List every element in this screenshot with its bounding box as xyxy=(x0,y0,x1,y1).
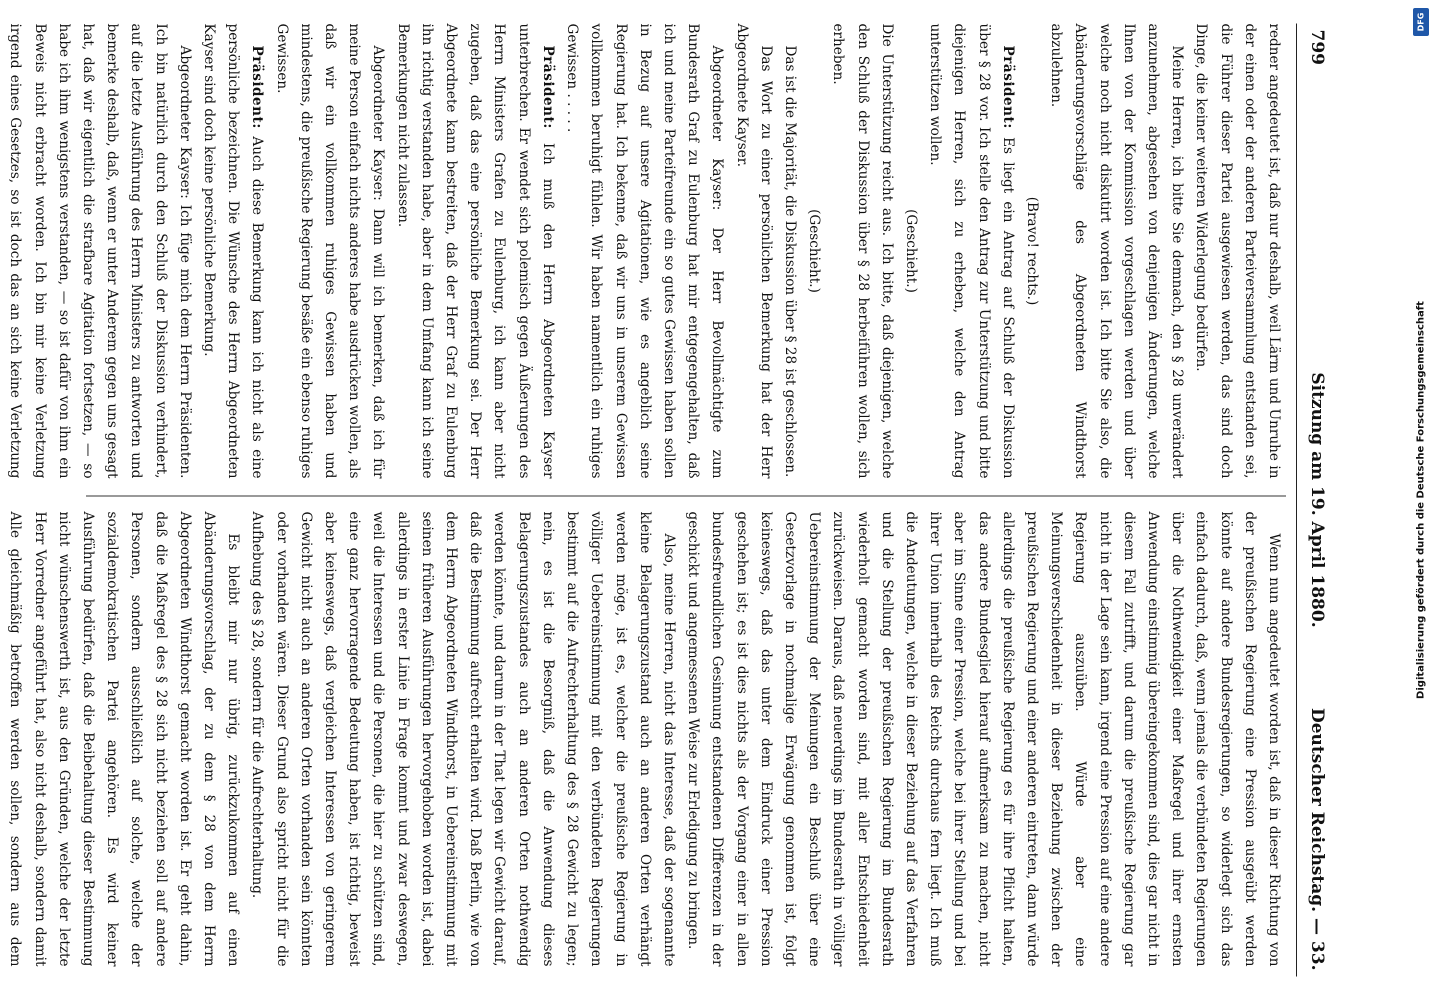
right-text-column xyxy=(7,23,1286,479)
right-paragraph xyxy=(899,24,923,479)
right-paragraph xyxy=(778,24,802,479)
text-columns xyxy=(7,23,1286,977)
digitization-sidebar xyxy=(1413,40,1429,960)
dfg-logo: DFG xyxy=(1413,8,1429,36)
paragraph-text: redner angedeutet ist, daß nur deshalb, weil Lärm und Unruhe in der einen oder der anderen Parteiversammlung entstanden sei, die Führer dieser Partei ausgewiesen werden, das sind doch Dinge, die keiner weiteren Widerlegung bedürfen. xyxy=(1193,23,1282,479)
paragraph-text: Meine Herren, ich bitte Sie demnach, den § 28 unverändert anzunehmen, abgesehen von denjenigen Änderungen, welche Ihnen von der Kommission vorgeschlagen werden und über welche noch nicht diskutirt worden ist. Ich bitte Sie also, die Abänderungsvorschläge des Abgeordneten Windthorst abzulehnen. xyxy=(1048,23,1186,479)
paragraph-text: (Geschieht.) xyxy=(806,209,823,293)
publication-title: Deutscher Reichstag. — 33. xyxy=(1307,707,1327,971)
running-head xyxy=(1296,24,1337,977)
right-paragraph xyxy=(729,24,777,479)
right-paragraph xyxy=(560,24,729,479)
paragraph-text: Abgeordneter Kayser: Ich füge mich dem Herrn Präsidenten. Ich bin natürlich durch den Schluß der Diskussion verhindert, auf die letzte Ausführung des Herrn Ministers zu antworten und bemerke deshalb, daß, wenn er unter Anderem gegen uns gesagt hat, daß wir eigentlich die strafbare Agitation fortsetzen, — so habe ich ihm wenigstens verstanden, — so ist dafür von ihm ein Beweis nicht erbracht worden. Ich bin mir keine Verletzung irgend eines Gesetzes, so ist doch das an sich keine Verletzung xyxy=(7,23,193,479)
right-paragraph xyxy=(1044,24,1189,479)
paragraph-text: Das ist die Majorität, die Diskussion über § 28 ist geschlossen. xyxy=(781,45,798,478)
right-paragraph xyxy=(0,24,197,479)
left-paragraph: Also, meine Herren, nicht das Interesse, daß der sogenannte kleine Belagerungszustand auch an anderen Orten verhängt werden möge, ist es, welcher die preußische Regierung in völliger Uebereinstimmung mit den verbündeten Regierungen bestimmt auf die Aufrechterhaltung des § 28 Gewicht zu legen; nein, es ist die Besorgniß, daß die Anwendung dieses Belagerungszustandes auch an anderen Orten nothwendig werden könnte, und darum in der That legen wir Gewicht darauf, daß die Bestimmung aufrecht erhalten wird. Daß Berlin, wie von dem Herrn Abgeordneten Windthorst, in Uebereinstimmung mit seinen früheren Ausführungen hervorgehoben worden ist, dabei allerdings in erster Linie in Frage kommt und zwar deswegen, weil die Interessen und die Personen, die hier zu schützen sind, eine ganz hervorragende Bedeutung haben, ist richtig, beweist aber keineswegs, daß vergleichen Interessen von geringerem Gewicht nicht auch an anderen Orten vorhanden sein könnten oder vorhanden wären. Dieser Grund also spricht nicht für die Aufhebung des § 28, sondern für die Aufrechterhaltung. xyxy=(249,511,677,967)
right-paragraph xyxy=(826,24,899,479)
column-divider xyxy=(86,496,1286,497)
right-paragraph xyxy=(923,24,1020,479)
speaker-label: Präsident: xyxy=(999,45,1016,129)
paragraph-text: Ich muß den Herrn Abgeordneten Kayser unterbrechen. Er wendet sich polemisch gegen Äußerungen des Herrn Ministers Grafen zu Eulenburg, ich kann aber nicht zugeben, daß das eine persönliche Bemerkung sei. Der Herr Abgeordnete kann bestreiten, daß der Herr Graf zu Eulenburg ihn richtig verstanden habe, aber in dem Umfang kann ich seine Bemerkungen nicht zulassen. xyxy=(394,23,556,479)
paragraph-text: Abgeordneter Kayser: Der Herr Bevollmächtigte zum Bundesrath Graf zu Eulenburg hat mir entgegengehalten, daß ich und meine Parteifreunde ein so gutes Gewissen haben sollen in Bezug auf unsere Agitationen, wie es angeblich seine Regierung hat. Ich bekenne, daß wir uns in unserem Gewissen vollkommen beruhigt fühlen. Wir haben namentlich ein ruhiges Gewissen . . . . . xyxy=(564,23,726,479)
paragraph-text: Die Unterstützung reicht aus. Ich bitte, daß diejenigen, welche den Schluß der Diskussion über § 28 herbeiführen wollen, sich erheben. xyxy=(830,23,895,479)
session-title: Sitzung am 19. April 1880. xyxy=(1307,372,1327,628)
newspaper-page xyxy=(7,8,1345,993)
right-paragraph xyxy=(390,24,559,479)
speaker-label: Präsident: xyxy=(249,45,266,129)
paragraph-text: Abgeordneter Kayser: Dann will ich bemerken, daß ich für meine Person einfach nichts anderes habe ausdrücken wollen, als daß wir ein vollkommen ruhiges Gewissen haben und mindestens, die preußische Regierung besäße ein ebenso ruhiges Gewissen. xyxy=(273,23,387,479)
paragraph-text: Es liegt ein Antrag auf Schluß der Diskussion über § 28 vor. Ich stelle den Antrag zur Unterstützung und bitte diejenigen Herren, sich zu erheben, welche den Antrag unterstützen wollen. xyxy=(927,23,1016,479)
speaker-label: Präsident: xyxy=(539,45,556,129)
right-paragraph xyxy=(197,24,270,479)
paragraph-text: (Geschieht.) xyxy=(902,209,919,293)
right-paragraph xyxy=(1189,24,1286,479)
digitization-note: Digitalisierung gefördert durch die Deutsche Forschungsgemeinschaft xyxy=(1415,301,1427,699)
left-paragraph: Wenn nun angedeutet worden ist, daß in dieser Richtung von der preußischen Regierung eine Pression ausgeübt werden könnte auf andere Bundesregierungen, so widerlegt sich das einfach dadurch, daß, wenn jemals die verbündeten Regierungen über die Nothwendigkeit einer Maßregel und ihrer ernsten Anwendung einstimmig übereingekommen sind, dies gar nicht in diesem Fall zutrifft, und darum die preußische Regierung gar nicht in der Lage sein kann, irgend eine Pression auf eine andere Regierung auszuüben. Würde aber eine Meinungsverschiedenheit in dieser Beziehung zwischen der preußischen Regierung und einer anderen eintreten, dann würde allerdings die preußische Regierung es für ihre Pflicht halten, das andere Bundesglied hierauf aufmerksam zu machen, nicht aber im Sinne einer Pression, welche bei ihrer Stellung und bei ihrer Union innerhalb des Reichs durchaus fern liegt. Ich muß die Andeutungen, welche in dieser Beziehung auf das Verfahren und die Stellung der preußischen Regierung im Bundesrath wiederholt gemacht worden sind, mit aller Entschiedenheit zurückweisen. Daraus, daß neuerdings im Bundesrath in völliger Uebereinstimmung der Meinungen ein Beschluß über eine Gesetzvorlage in nochmalige Erwägung genommen ist, folgt keineswegs, daß das unter dem Eindruck einer Pression geschehen ist; es ist dies nichts als der Vorgang einer in allen bundesfreundlichen Gesinnung entstandenen Differenzen in der geschickt und angemessenen Weise zur Erledigung zu bringen. xyxy=(685,511,1282,967)
left-text-column xyxy=(7,511,1286,967)
right-paragraph xyxy=(1020,24,1044,479)
page-number: 799 xyxy=(1307,29,1327,65)
paragraph-text: (Bravo! rechts.) xyxy=(1023,196,1040,306)
paragraph-text: Das Wort zu einer persönlichen Bemerkung hat der Herr Abgeordnete Kayser. xyxy=(733,23,774,479)
left-paragraph: Es bleibt mir nur übrig, zurückzukommen auf einen Abänderungsvorschlag, der zu dem § 28 von dem Herrn Abgeordneten Windthorst gemacht worden ist. Er geht dahin, daß die Maßregel des § 28 sich nicht beziehen soll auf andere Personen, sondern ausschließlich auf solche, welche der sozialdemokratischen Partei angehören. Es wird keiner Ausführung bedürfen, daß die Beibehaltung dieser Bestimmung nicht wünschenswerth ist, aus den Gründen, welche der letzte Herr Vorredner angeführt hat, also nicht deshalb, sondern damit Alle gleichmäßig betroffen werden sollen, sondern aus dem xyxy=(7,511,242,967)
paragraph-text: Auch diese Bemerkung kann ich nicht als eine persönliche bezeichnen. Die Wünsche des Herrn Abgeordneten Kayser sind doch keine persönliche Bemerkung. xyxy=(201,23,266,479)
right-paragraph xyxy=(269,24,390,479)
right-paragraph xyxy=(802,24,826,479)
